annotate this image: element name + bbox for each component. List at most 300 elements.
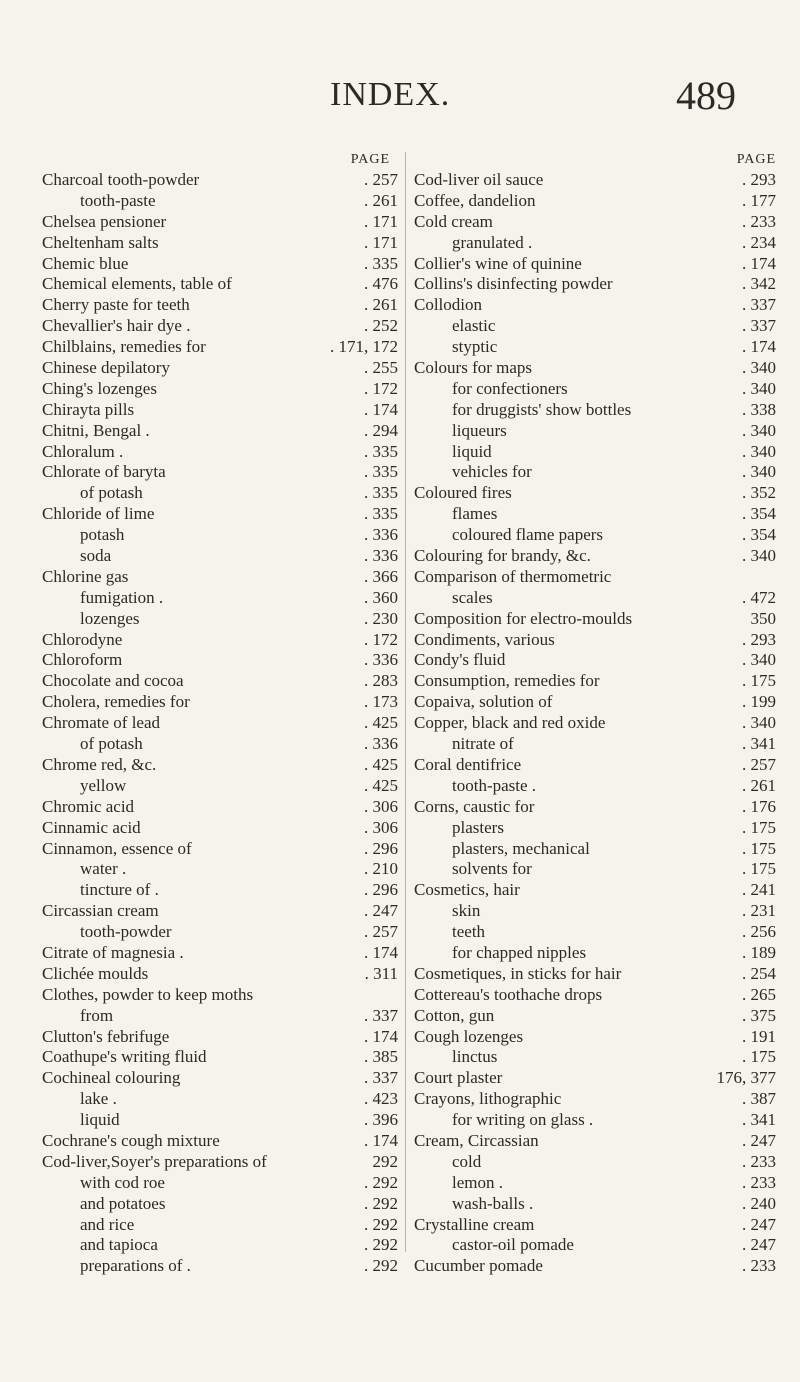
entry-term: Chelsea pensioner: [42, 211, 167, 231]
entry-page: . 335: [364, 462, 398, 482]
entry-page: . 241: [742, 880, 776, 900]
entry-page: . 199: [742, 692, 776, 712]
entry-term: castor-oil pomade: [452, 1235, 574, 1255]
index-subentry: [42, 1194, 398, 1215]
entry-page: . 234: [742, 232, 776, 252]
index-subentry: [42, 1006, 398, 1027]
index-entry: [42, 943, 398, 964]
entry-term: Cosmetiques, in sticks for hair: [414, 963, 622, 983]
entry-page: . 283: [364, 671, 398, 691]
entry-page: . 292: [364, 1256, 398, 1276]
entry-page: . 425: [364, 775, 398, 795]
entry-term: Cosmetics, hair: [414, 880, 520, 900]
entry-page: . 341: [742, 734, 776, 754]
entry-list: [414, 170, 776, 1277]
entry-page: . 335: [364, 504, 398, 524]
index-entry: [42, 818, 398, 839]
entry-page: . 341: [742, 1110, 776, 1130]
entry-page: . 396: [364, 1110, 398, 1130]
entry-page: . 337: [364, 1005, 398, 1025]
index-entry: [42, 985, 398, 1006]
entry-term: skin: [452, 901, 481, 921]
entry-page: . 335: [364, 441, 398, 461]
index-subentry: [414, 421, 776, 442]
index-entry: [42, 504, 398, 525]
index-subentry: [414, 588, 776, 609]
entry-page: . 476: [364, 274, 398, 294]
entry-term: Clothes, powder to keep moths: [42, 984, 254, 1004]
entry-page: . 174: [364, 399, 398, 419]
entry-page: . 352: [742, 483, 776, 503]
index-subentry: [42, 1256, 398, 1277]
entry-term: Cherry paste for teeth: [42, 295, 190, 315]
index-entry: [414, 295, 776, 316]
entry-page: . 292: [364, 1193, 398, 1213]
entry-term: Cucumber pomade: [414, 1256, 543, 1276]
entry-term: Cod-liver oil sauce: [414, 170, 544, 189]
index-entry: [42, 274, 398, 295]
entry-term: for druggists' show bottles: [452, 399, 632, 419]
index-subentry: [42, 1089, 398, 1110]
entry-page: . 174: [364, 942, 398, 962]
index-subentry: [42, 1110, 398, 1131]
entry-page: . 375: [742, 1005, 776, 1025]
entry-term: Colouring for brandy, &c.: [414, 546, 591, 566]
index-subentry: [42, 1173, 398, 1194]
index-entry: [414, 1006, 776, 1027]
index-subentry: [42, 776, 398, 797]
entry-term: Cheltenham salts: [42, 232, 159, 252]
entry-term: preparations of .: [80, 1256, 191, 1276]
index-entry: [414, 1027, 776, 1048]
index-entry: [42, 650, 398, 671]
entry-term: Circassian cream: [42, 901, 159, 921]
entry-page: . 172: [364, 629, 398, 649]
entry-page: . 171, 172: [330, 337, 398, 357]
index-subentry: [414, 1152, 776, 1173]
index-subentry: [414, 1235, 776, 1256]
entry-term: Clutton's febrifuge: [42, 1026, 170, 1046]
entry-page: . 354: [742, 525, 776, 545]
entry-term: tooth-paste: [80, 190, 156, 210]
entry-term: elastic: [452, 316, 496, 336]
entry-term: flames: [452, 504, 498, 524]
index-entry: [42, 1027, 398, 1048]
index-entry: [414, 755, 776, 776]
entry-term: Cottereau's toothache drops: [414, 984, 603, 1004]
entry-page: . 261: [364, 190, 398, 210]
index-entry: [42, 1152, 398, 1173]
entry-page: . 340: [742, 546, 776, 566]
entry-term: Cinnamon, essence of: [42, 838, 192, 858]
entry-term: cold: [452, 1151, 482, 1171]
index-entry: [42, 671, 398, 692]
entry-page: . 174: [742, 253, 776, 273]
entry-page: . 340: [742, 358, 776, 378]
index-subentry: [414, 943, 776, 964]
entry-page: . 336: [364, 650, 398, 670]
entry-page: . 233: [742, 1151, 776, 1171]
entry-term: Collier's wine of quinine: [414, 253, 582, 273]
index-entry: [42, 316, 398, 337]
entry-term: wash-balls .: [452, 1193, 534, 1213]
entry-page: . 311: [364, 963, 398, 983]
entry-page: . 425: [364, 754, 398, 774]
entry-term: for writing on glass .: [452, 1110, 594, 1130]
entry-term: Coathupe's writing fluid: [42, 1047, 207, 1067]
index-subentry: [42, 588, 398, 609]
entry-term: lemon .: [452, 1172, 503, 1192]
index-subentry: [414, 233, 776, 254]
entry-term: Chloride of lime: [42, 504, 155, 524]
index-entry: [42, 1131, 398, 1152]
entry-term: Coral dentifrice: [414, 754, 522, 774]
entry-term: Collodion: [414, 295, 483, 315]
entry-term: and potatoes: [80, 1193, 166, 1213]
page-column-heading: PAGE: [350, 152, 390, 167]
entry-term: Chitni, Bengal .: [42, 420, 150, 440]
entry-term: Composition for electro-moulds: [414, 608, 633, 628]
entry-page: . 233: [742, 1256, 776, 1276]
index-entry: [414, 212, 776, 233]
entry-term: water .: [80, 859, 127, 879]
entry-page: . 171: [364, 232, 398, 252]
entry-term: Chemic blue: [42, 253, 129, 273]
column-divider: [405, 152, 406, 1252]
index-entry: [414, 797, 776, 818]
entry-term: Chevallier's hair dye .: [42, 316, 191, 336]
entry-page: . 292: [364, 1235, 398, 1255]
index-subentry: [414, 1047, 776, 1068]
index-subentry: [414, 442, 776, 463]
page-column-heading: PAGE: [736, 152, 776, 167]
entry-term: for confectioners: [452, 378, 568, 398]
entry-term: Cholera, remedies for: [42, 692, 190, 712]
index-entry: [414, 692, 776, 713]
index-entry: [42, 1047, 398, 1068]
index-entry: [42, 421, 398, 442]
entry-term: of potash: [80, 734, 143, 754]
entry-term: Cod-liver,Soyer's preparations of: [42, 1151, 267, 1171]
entry-term: Colours for maps: [414, 358, 533, 378]
entry-term: liquid: [452, 441, 492, 461]
entry-page: . 335: [364, 483, 398, 503]
index-subentry: [414, 504, 776, 525]
index-entry: [42, 692, 398, 713]
entry-page: . 252: [364, 316, 398, 336]
entry-term: vehicles for: [452, 462, 532, 482]
entry-term: from: [80, 1005, 114, 1025]
entry-page: . 230: [364, 608, 398, 628]
index-entry: [42, 400, 398, 421]
entry-term: liqueurs: [452, 420, 507, 440]
entry-term: Crayons, lithographic: [414, 1089, 562, 1109]
index-subentry: [414, 922, 776, 943]
entry-page: 350: [750, 608, 776, 628]
index-entry: [414, 609, 776, 630]
index-entry: [414, 671, 776, 692]
entry-term: Cold cream: [414, 211, 493, 231]
entry-page: . 335: [364, 253, 398, 273]
entry-term: scales: [452, 587, 493, 607]
index-entry: [42, 964, 398, 985]
entry-page: . 233: [742, 211, 776, 231]
entry-page: . 247: [742, 1214, 776, 1234]
index-subentry: [42, 734, 398, 755]
entry-term: Condiments, various: [414, 629, 555, 649]
index-entry: [42, 379, 398, 400]
entry-term: Chrome red, &c.: [42, 754, 157, 774]
entry-term: Cotton, gun: [414, 1005, 495, 1025]
index-subentry: [414, 818, 776, 839]
running-title: INDEX.: [330, 76, 451, 113]
entry-term: linctus: [452, 1047, 498, 1067]
entry-term: Chinese depilatory: [42, 358, 170, 378]
entry-term: styptic: [452, 337, 498, 357]
index-entry: [414, 713, 776, 734]
entry-term: Charcoal tooth-powder: [42, 170, 200, 189]
entry-page: . 338: [742, 399, 776, 419]
index-subentry: [42, 880, 398, 901]
entry-term: Citrate of magnesia .: [42, 942, 184, 962]
index-entry: [414, 358, 776, 379]
entry-term: tooth-powder: [80, 922, 172, 942]
index-subentry: [414, 1194, 776, 1215]
page-header: [0, 72, 800, 132]
entry-page: . 387: [742, 1089, 776, 1109]
index-subentry: [414, 525, 776, 546]
entry-term: Collins's disinfecting powder: [414, 274, 613, 294]
index-entry: [42, 170, 398, 191]
entry-page: . 173: [364, 692, 398, 712]
entry-term: Chilblains, remedies for: [42, 337, 206, 357]
entry-term: with cod roe: [80, 1172, 165, 1192]
entry-page: . 472: [742, 587, 776, 607]
index-entry: [414, 985, 776, 1006]
index-subentry: [414, 400, 776, 421]
index-entry: [414, 254, 776, 275]
entry-term: Coloured fires: [414, 483, 512, 503]
entry-page: . 337: [742, 316, 776, 336]
index-entry: [414, 630, 776, 651]
entry-term: Cinnamic acid: [42, 817, 141, 837]
entry-page: 176, 377: [716, 1068, 776, 1088]
entry-page: . 175: [742, 817, 776, 837]
index-subentry: [42, 859, 398, 880]
entry-term: Chromic acid: [42, 796, 135, 816]
entry-term: Court plaster: [414, 1068, 503, 1088]
index-entry: [42, 630, 398, 651]
entry-page: . 247: [364, 901, 398, 921]
index-subentry: [414, 1110, 776, 1131]
index-entry: [42, 233, 398, 254]
index-entry: [414, 1089, 776, 1110]
index-entry: [42, 212, 398, 233]
entry-term: Copper, black and red oxide: [414, 713, 606, 733]
entry-page: . 340: [742, 420, 776, 440]
entry-page: . 175: [742, 838, 776, 858]
entry-page: . 257: [364, 922, 398, 942]
index-subentry: [414, 379, 776, 400]
entry-page: . 174: [364, 1026, 398, 1046]
index-entry: [42, 567, 398, 588]
index-subentry: [414, 316, 776, 337]
entry-term: Chlorodyne: [42, 629, 123, 649]
entry-page: . 340: [742, 441, 776, 461]
entry-term: and rice: [80, 1214, 135, 1234]
entry-page: . 293: [742, 170, 776, 189]
entry-page: . 171: [364, 211, 398, 231]
index-entry: [42, 295, 398, 316]
entry-term: Chlorate of baryta: [42, 462, 166, 482]
entry-page: . 306: [364, 796, 398, 816]
entry-term: Condy's fluid: [414, 650, 506, 670]
index-entry: [414, 546, 776, 567]
index-subentry: [42, 525, 398, 546]
index-entry: [42, 1068, 398, 1089]
entry-page: . 354: [742, 504, 776, 524]
index-subentry: [42, 922, 398, 943]
entry-term: potash: [80, 525, 125, 545]
entry-page: . 174: [364, 1130, 398, 1150]
entry-page: . 240: [742, 1193, 776, 1213]
entry-term: Chemical elements, table of: [42, 274, 232, 294]
entry-page: . 306: [364, 817, 398, 837]
index-entry: [42, 901, 398, 922]
entry-term: Chloralum .: [42, 441, 124, 461]
entry-page: . 340: [742, 378, 776, 398]
entry-page: . 336: [364, 525, 398, 545]
entry-page: . 176: [742, 796, 776, 816]
index-subentry: [414, 901, 776, 922]
entry-page: . 257: [742, 754, 776, 774]
entry-page: . 336: [364, 546, 398, 566]
entry-page: . 294: [364, 420, 398, 440]
entry-term: fumigation .: [80, 587, 164, 607]
entry-page: . 385: [364, 1047, 398, 1067]
entry-term: Comparison of thermometric: [414, 566, 612, 586]
entry-term: Chromate of lead: [42, 713, 161, 733]
index-subentry: [414, 776, 776, 797]
entry-page: . 336: [364, 734, 398, 754]
entry-page: . 366: [364, 566, 398, 586]
index-subentry: [414, 1173, 776, 1194]
entry-term: Coffee, dandelion: [414, 190, 536, 210]
entry-page: . 174: [742, 337, 776, 357]
entry-term: tooth-paste .: [452, 775, 537, 795]
index-subentry: [42, 1215, 398, 1236]
index-entry: [414, 1131, 776, 1152]
index-entry: [414, 274, 776, 295]
entry-page: 292: [372, 1151, 398, 1171]
index-entry: [414, 170, 776, 191]
entry-page: . 261: [742, 775, 776, 795]
index-subentry: [42, 546, 398, 567]
index-subentry: [414, 734, 776, 755]
entry-term: lozenges: [80, 608, 140, 628]
entry-term: solvents for: [452, 859, 532, 879]
entry-term: Cochineal colouring: [42, 1068, 181, 1088]
index-subentry: [414, 337, 776, 358]
index-subentry: [42, 609, 398, 630]
entry-page: . 265: [742, 984, 776, 1004]
index-entry: [414, 567, 776, 588]
index-column-left: [42, 150, 398, 1277]
entry-term: coloured flame papers: [452, 525, 604, 545]
index-entry: [42, 797, 398, 818]
entry-term: Chirayta pills: [42, 399, 135, 419]
entry-page: . 337: [742, 295, 776, 315]
entry-term: Cream, Circassian: [414, 1130, 539, 1150]
entry-page: . 233: [742, 1172, 776, 1192]
entry-page: . 247: [742, 1235, 776, 1255]
entry-term: Clichée moulds: [42, 963, 149, 983]
entry-page: . 254: [742, 963, 776, 983]
entry-term: teeth: [452, 922, 486, 942]
entry-term: granulated .: [452, 232, 533, 252]
entry-page: . 175: [742, 671, 776, 691]
index-entry: [414, 483, 776, 504]
index-subentry: [42, 191, 398, 212]
index-entry: [42, 254, 398, 275]
index-entry: [414, 964, 776, 985]
index-subentry: [42, 483, 398, 504]
index-entry: [42, 358, 398, 379]
index-entry: [414, 880, 776, 901]
entry-page: . 177: [742, 190, 776, 210]
index-column-right: [414, 150, 776, 1277]
entry-page: . 189: [742, 942, 776, 962]
entry-term: Corns, caustic for: [414, 796, 535, 816]
entry-page: . 175: [742, 1047, 776, 1067]
entry-page: . 360: [364, 587, 398, 607]
entry-page: . 261: [364, 295, 398, 315]
entry-term: Crystalline cream: [414, 1214, 535, 1234]
entry-term: Copaiva, solution of: [414, 692, 553, 712]
entry-term: and tapioca: [80, 1235, 158, 1255]
entry-page: . 172: [364, 378, 398, 398]
index-entry: [42, 337, 398, 358]
entry-page: . 231: [742, 901, 776, 921]
entry-page: . 210: [364, 859, 398, 879]
index-entry: [42, 442, 398, 463]
entry-page: . 256: [742, 922, 776, 942]
index-subentry: [42, 1235, 398, 1256]
index-entry: [414, 191, 776, 212]
index-entry: [414, 1215, 776, 1236]
entry-term: liquid: [80, 1110, 120, 1130]
entry-term: soda: [80, 546, 112, 566]
entry-page: . 340: [742, 462, 776, 482]
entry-term: yellow: [80, 775, 127, 795]
entry-page: . 296: [364, 838, 398, 858]
entry-term: Ching's lozenges: [42, 378, 157, 398]
entry-term: Cough lozenges: [414, 1026, 524, 1046]
index-entry: [414, 1256, 776, 1277]
entry-list: [42, 170, 398, 1277]
entry-page: . 191: [742, 1026, 776, 1046]
entry-page: . 340: [742, 650, 776, 670]
entry-term: tincture of .: [80, 880, 159, 900]
index-entry: [414, 1068, 776, 1089]
entry-term: plasters: [452, 817, 504, 837]
index-subentry: [414, 462, 776, 483]
index-subentry: [414, 859, 776, 880]
entry-page: . 292: [364, 1214, 398, 1234]
index-entry: [42, 755, 398, 776]
index-entry: [42, 713, 398, 734]
entry-term: of potash: [80, 483, 143, 503]
